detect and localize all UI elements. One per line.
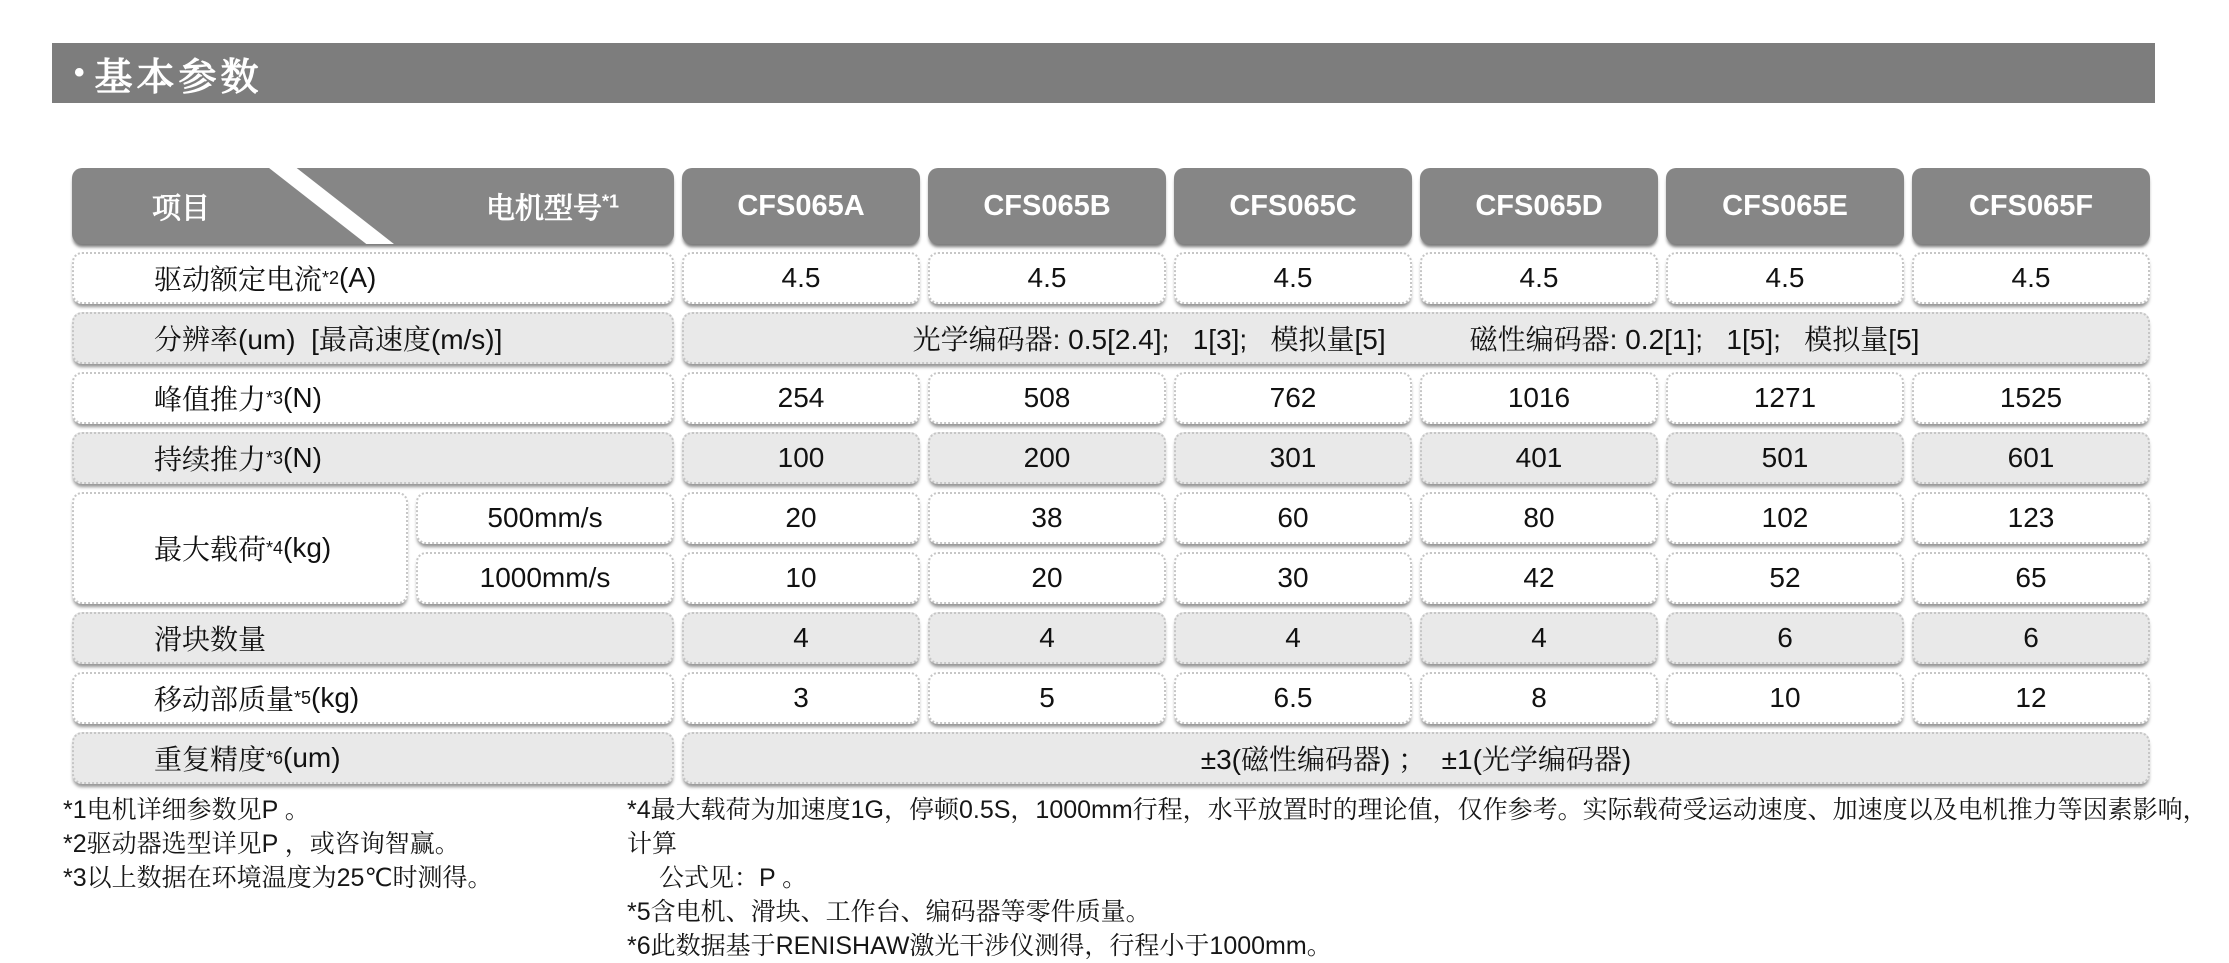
spec-table <box>72 168 2150 784</box>
slider-count-value: 4 <box>682 612 920 664</box>
max-load-1000-value: 20 <box>928 552 1166 604</box>
max-load-1000-value: 10 <box>682 552 920 604</box>
rated-current-value: 4.5 <box>682 252 920 304</box>
row-label-moving-mass: 移动部质量 *5 (kg) <box>72 672 674 724</box>
column-header-cfs065d: CFS065D <box>1420 168 1658 244</box>
corner-item-label: 项目 <box>152 192 211 225</box>
row-label-peak-force: 峰值推力 *3 (N) <box>72 372 674 424</box>
cont-force-value: 200 <box>928 432 1166 484</box>
slider-count-value: 4 <box>1420 612 1658 664</box>
footnotes-left <box>63 793 493 895</box>
footnote-5: *5含电机、滑块、工作台、编码器等零件质量。 <box>627 898 1151 926</box>
peak-force-value: 1271 <box>1666 372 1904 424</box>
corner-model-label: 电机型号$^{*1}$ <box>485 190 619 225</box>
max-load-speed-500: 500mm/s <box>416 492 674 544</box>
footnote-2: *2驱动器选型详见P ，或咨询智赢。 <box>63 830 460 858</box>
table-corner-cell <box>72 168 674 244</box>
slider-count-value: 4 <box>928 612 1166 664</box>
cont-force-value: 100 <box>682 432 920 484</box>
peak-force-value: 1016 <box>1420 372 1658 424</box>
resolution-span-cell <box>682 312 2150 364</box>
footnote-4: *4最大载荷为加速度1G，停顿0.5S，1000mm行程，水平放置时的理论值，仅作参考。实际载荷受运动速度、加速度以及电机推力等因素影响，计算 <box>627 796 2208 858</box>
rated-current-value: 4.5 <box>928 252 1166 304</box>
max-load-1000-value: 52 <box>1666 552 1904 604</box>
max-load-500-value: 60 <box>1174 492 1412 544</box>
moving-mass-value: 6.5 <box>1174 672 1412 724</box>
rated-current-value: 4.5 <box>1174 252 1412 304</box>
resolution-optical: 光学编码器: 0.5[2.4]; 1[3]; 模拟量[5] <box>912 324 1386 355</box>
resolution-magnetic: 磁性编码器: 0.2[1]; 1[5]; 模拟量[5] <box>1469 324 1920 355</box>
cont-force-value: 601 <box>1912 432 2150 484</box>
peak-force-value: 1525 <box>1912 372 2150 424</box>
diagonal-divider <box>255 168 407 244</box>
row-label-slider-count: 滑块数量 <box>72 612 674 664</box>
cont-force-value: 401 <box>1420 432 1658 484</box>
row-label-cont-force: 持续推力 *3 (N) <box>72 432 674 484</box>
column-header-cfs065b: CFS065B <box>928 168 1166 244</box>
max-load-1000-value: 30 <box>1174 552 1412 604</box>
moving-mass-value: 10 <box>1666 672 1904 724</box>
footnote-6: *6此数据基于RENISHAW激光干涉仪测得，行程小于1000mm。 <box>627 932 1332 960</box>
rated-current-value: 4.5 <box>1912 252 2150 304</box>
footnote-3: *3以上数据在环境温度为25℃时测得。 <box>63 864 493 892</box>
slider-count-value: 6 <box>1912 612 2150 664</box>
column-header-cfs065f: CFS065F <box>1912 168 2150 244</box>
max-load-500-value: 38 <box>928 492 1166 544</box>
cont-force-value: 301 <box>1174 432 1412 484</box>
footnote-4-continued: 公式见：P 。 <box>659 864 808 892</box>
max-load-1000-value: 65 <box>1912 552 2150 604</box>
slider-count-value: 4 <box>1174 612 1412 664</box>
repeatability-span-cell: ±3(磁性编码器) ； ±1(光学编码器) <box>682 732 2150 784</box>
row-label-rated-current: 驱动额定电流 *2 (A) <box>72 252 674 304</box>
row-label-max-load: 最大载荷 *4 (kg) <box>72 492 408 604</box>
title-bullet-icon: • <box>74 56 85 89</box>
rated-current-value: 4.5 <box>1420 252 1658 304</box>
section-title-bar <box>52 43 2155 103</box>
max-load-500-value: 102 <box>1666 492 1904 544</box>
max-load-500-value: 20 <box>682 492 920 544</box>
column-header-cfs065e: CFS065E <box>1666 168 1904 244</box>
section-title: 基本参数 <box>94 56 263 99</box>
max-load-1000-value: 42 <box>1420 552 1658 604</box>
moving-mass-value: 5 <box>928 672 1166 724</box>
max-load-500-value: 80 <box>1420 492 1658 544</box>
max-load-500-value: 123 <box>1912 492 2150 544</box>
peak-force-value: 762 <box>1174 372 1412 424</box>
row-label-repeatability: 重复精度 *6 (um) <box>72 732 674 784</box>
peak-force-value: 508 <box>928 372 1166 424</box>
max-load-speed-1000: 1000mm/s <box>416 552 674 604</box>
slider-count-value: 6 <box>1666 612 1904 664</box>
peak-force-value: 254 <box>682 372 920 424</box>
column-header-cfs065c: CFS065C <box>1174 168 1412 244</box>
footnote-1: *1电机详细参数见P 。 <box>63 796 310 824</box>
moving-mass-value: 3 <box>682 672 920 724</box>
moving-mass-value: 12 <box>1912 672 2150 724</box>
moving-mass-value: 8 <box>1420 672 1658 724</box>
column-header-cfs065a: CFS065A <box>682 168 920 244</box>
cont-force-value: 501 <box>1666 432 1904 484</box>
rated-current-value: 4.5 <box>1666 252 1904 304</box>
footnotes-right <box>627 793 2229 963</box>
row-label-resolution: 分辨率(um) [最高速度(m/s)] <box>72 312 674 364</box>
